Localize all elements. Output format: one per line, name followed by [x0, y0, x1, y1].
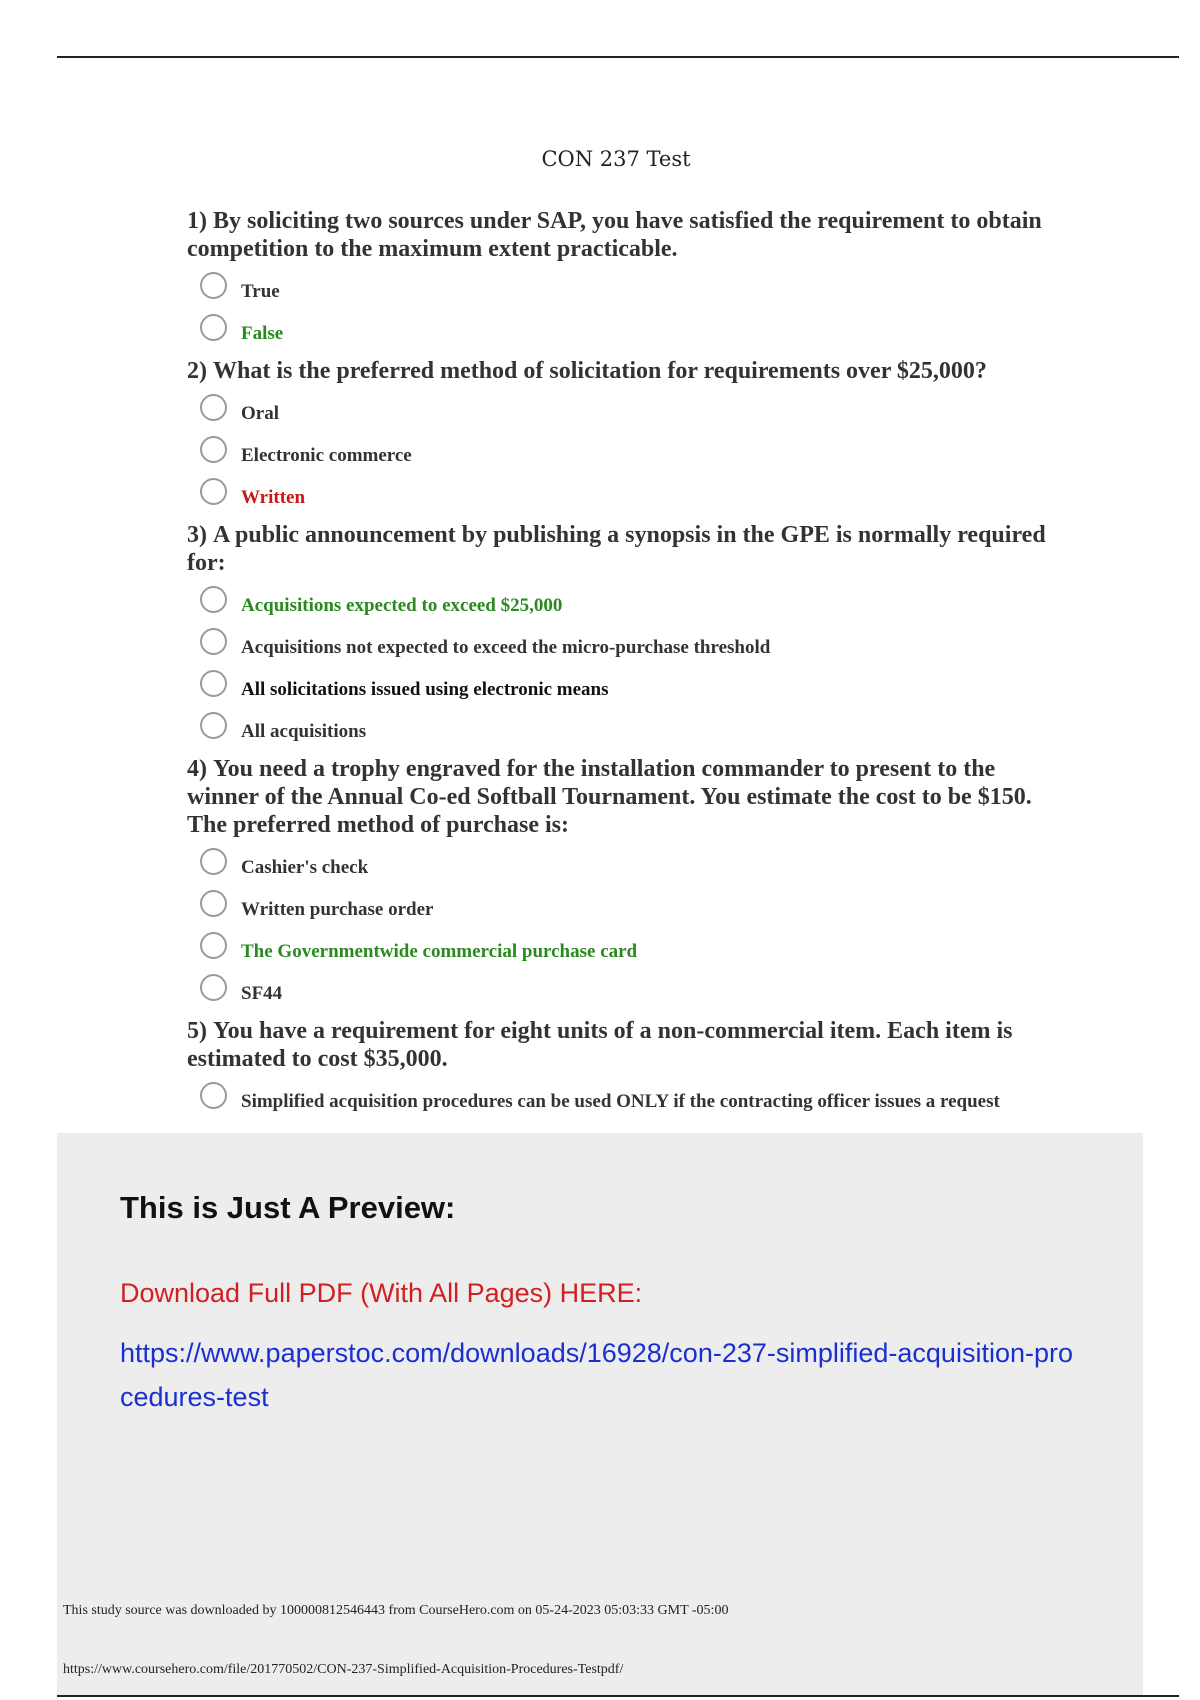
answer-option-label: All solicitations issued using electronic means [241, 679, 609, 700]
radio-button[interactable] [200, 1082, 227, 1109]
answer-option[interactable] [187, 847, 1067, 889]
radio-button[interactable] [200, 932, 227, 959]
answer-option[interactable] [187, 477, 1067, 519]
preview-overlay [57, 1133, 1143, 1695]
answer-option[interactable] [187, 393, 1067, 435]
answer-option[interactable] [187, 585, 1067, 627]
bottom-rule [57, 1695, 1179, 1697]
answer-option-label: Electronic commerce [241, 445, 412, 466]
answer-option-label: The Governmentwide commercial purchase card [241, 941, 638, 962]
question-text [187, 1017, 1067, 1073]
radio-button[interactable] [200, 272, 227, 299]
answer-option-label: Cashier's check [241, 857, 369, 878]
question-5 [187, 1017, 1067, 1125]
download-link[interactable]: https://www.paperstoc.com/downloads/16928/con-237-simplified-acquisition-procedures-test [120, 1338, 1073, 1412]
footer-url: https://www.coursehero.com/file/201770502/CON-237-Simplified-Acquisition-Procedures-Testpdf/ [63, 1662, 624, 1677]
question-4 [187, 755, 1067, 1017]
answer-option[interactable] [187, 973, 1067, 1015]
question-number: 4) [187, 756, 207, 782]
answer-option-label: Acquisitions expected to exceed $25,000 [241, 595, 563, 616]
answer-option[interactable] [187, 271, 1067, 313]
radio-button[interactable] [200, 314, 227, 341]
question-body: By soliciting two sources under SAP, you have satisfied the requirement to obtain competition to the maximum extent practicable. [187, 208, 1042, 262]
answer-option-label: False [241, 323, 284, 344]
question-text [187, 357, 1067, 385]
radio-button[interactable] [200, 586, 227, 613]
question-body: You need a trophy engraved for the installation commander to present to the winner of the Annual Co-ed Softball Tournament. You estimate the cost to be $150. The preferred method of purchase is: [187, 756, 1032, 838]
answer-option-label: Simplified acquisition procedures can be used ONLY if the contracting officer issues a request [241, 1091, 1000, 1112]
download-prompt: Download Full PDF (With All Pages) HERE: [120, 1278, 643, 1308]
question-number: 1) [187, 208, 207, 234]
question-number: 5) [187, 1018, 207, 1044]
question-body: What is the preferred method of solicitation for requirements over $25,000? [213, 358, 987, 384]
answer-option[interactable] [187, 627, 1067, 669]
question-body: You have a requirement for eight units of a non-commercial item. Each item is estimated to cost $35,000. [187, 1018, 1013, 1072]
answer-option[interactable] [187, 313, 1067, 355]
radio-button[interactable] [200, 394, 227, 421]
question-gap [187, 1123, 1067, 1125]
question-list [187, 207, 1067, 1125]
answer-option[interactable] [187, 711, 1067, 753]
answer-option-label: Written purchase order [241, 899, 434, 920]
answer-option[interactable] [187, 931, 1067, 973]
answer-option-label: Oral [241, 403, 279, 424]
answer-option-label: Written [241, 487, 306, 508]
radio-button[interactable] [200, 848, 227, 875]
question-text [187, 207, 1067, 263]
radio-button[interactable] [200, 974, 227, 1001]
answer-option[interactable] [187, 1081, 1067, 1123]
answer-option-label: All acquisitions [241, 721, 367, 742]
page-title: CON 237 Test [541, 147, 691, 171]
question-1 [187, 207, 1067, 357]
answer-option[interactable] [187, 435, 1067, 477]
footer-source-note: This study source was downloaded by 100000812546443 from CourseHero.com on 05-24-2023 05:03:33 GMT -05:00 [63, 1603, 729, 1618]
answer-option[interactable] [187, 669, 1067, 711]
radio-button[interactable] [200, 712, 227, 739]
question-text [187, 521, 1067, 577]
preview-title: This is Just A Preview: [120, 1190, 456, 1225]
answer-option[interactable] [187, 889, 1067, 931]
radio-button[interactable] [200, 670, 227, 697]
answer-option-label: True [241, 281, 280, 302]
radio-button[interactable] [200, 890, 227, 917]
radio-button[interactable] [200, 436, 227, 463]
answer-option-label: Acquisitions not expected to exceed the micro-purchase threshold [241, 637, 771, 658]
radio-button[interactable] [200, 628, 227, 655]
question-3 [187, 521, 1067, 755]
answer-option-label: SF44 [241, 983, 283, 1004]
question-2 [187, 357, 1067, 521]
question-text [187, 755, 1067, 839]
question-body: A public announcement by publishing a synopsis in the GPE is normally required for: [187, 522, 1046, 576]
question-number: 2) [187, 358, 207, 384]
radio-button[interactable] [200, 478, 227, 505]
question-number: 3) [187, 522, 207, 548]
